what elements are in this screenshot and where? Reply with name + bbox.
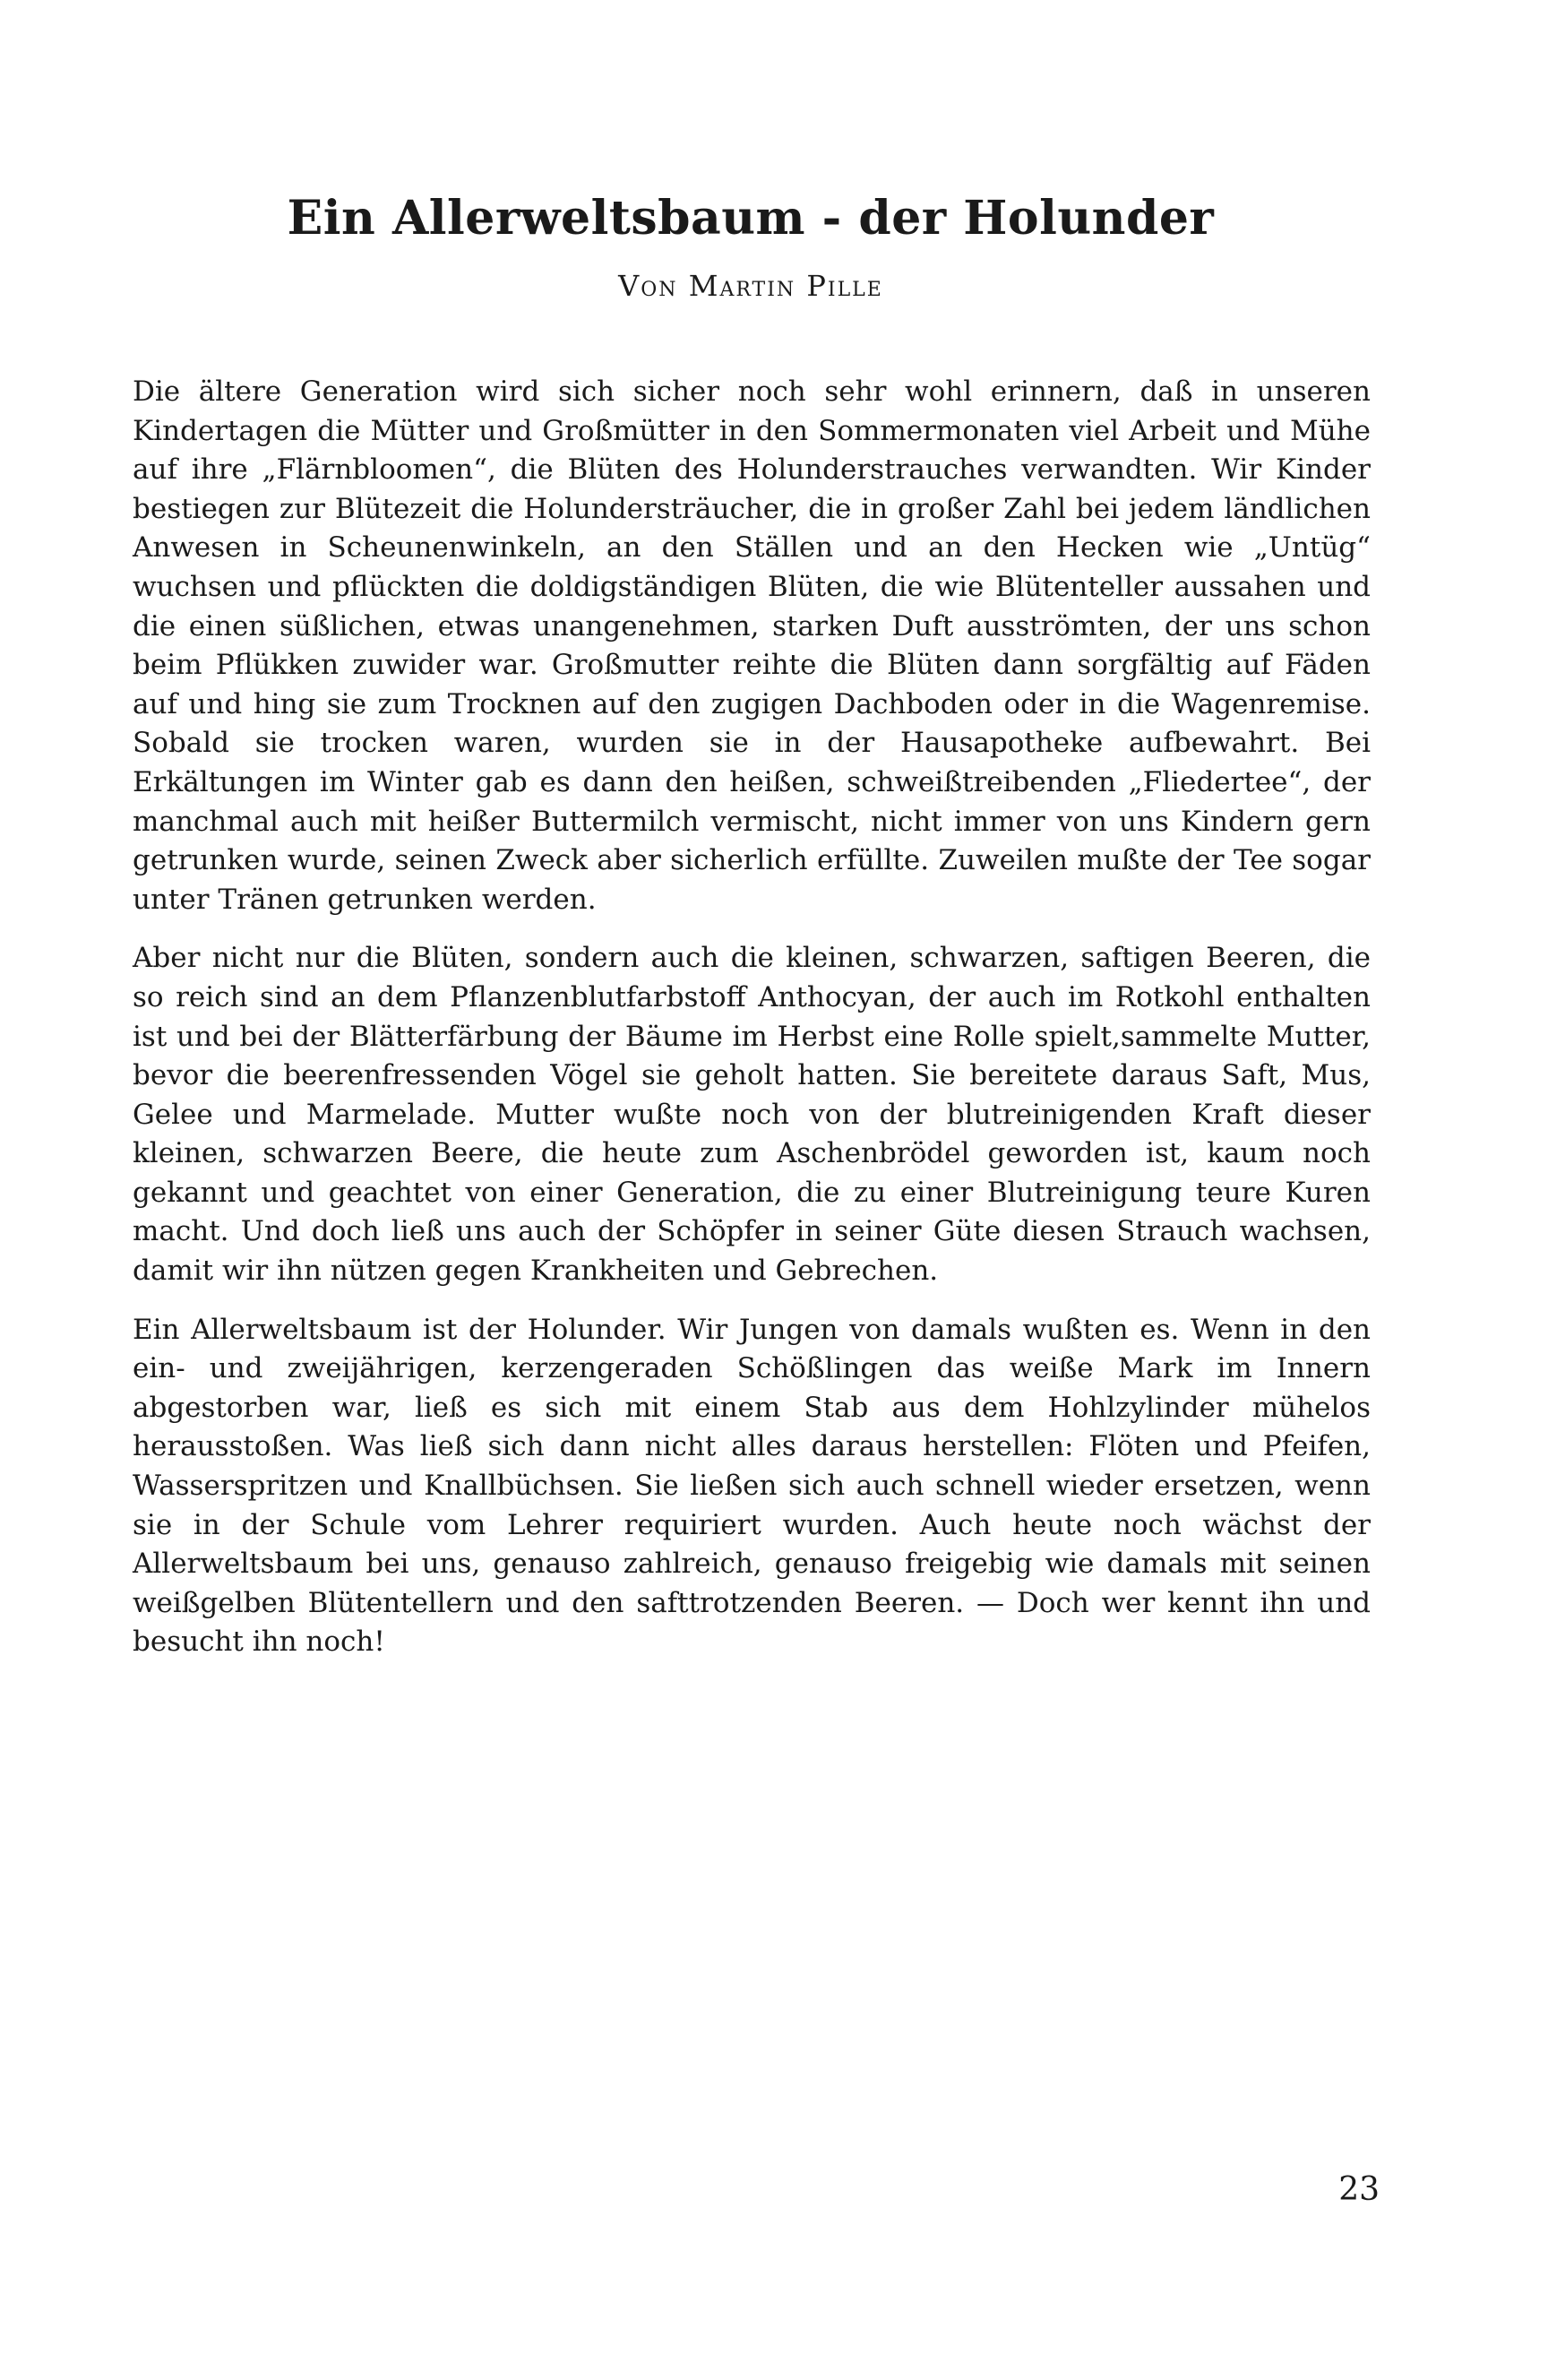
paragraph-1: Die ältere Generation wird sich sicher noch sehr wohl erinnern, daß in unseren Kindertagen die Mütter und Großmütter in den Sommermonaten viel Arbeit und Mühe auf ihre „Flärnbloomen“, die Blüten des Holunderstrauches verwandten. Wir Kinder bestiegen zur Blütezeit die Holundersträucher, die in großer Zahl bei jedem ländlichen Anwesen in Scheunenwinkeln, an den Ställen und an den Hecken wie „Untüg“ wuchsen und pflückten die doldigständigen Blüten, die wie Blütenteller aussahen und die einen süßlichen, etwas unangenehmen, starken Duft ausströmten, der uns schon beim Pflükken zuwider war. Großmutter reihte die Blüten dann sorgfältig auf Fäden auf und hing sie zum Trocknen auf den zugigen Dachboden oder in die Wagenremise. Sobald sie trocken waren, wurden sie in der Hausapotheke aufbewahrt. Bei Erkältungen im Winter gab es dann den heißen, schweißtreibenden „Fliedertee“, der manchmal auch mit heißer Buttermilch vermischt, nicht immer von uns Kindern gern getrunken wurde, seinen Zweck aber sicherlich erfüllte. Zuweilen mußte der Tee sogar unter Tränen getrunken werden. (133, 375, 1371, 916)
article-title: Ein Allerweltsbaum - der Holunder (287, 191, 1215, 246)
paragraph-2: Aber nicht nur die Blüten, sondern auch die kleinen, schwarzen, saftigen Beeren, die so reich sind an dem Pflanzenblutfarbstoff Anthocyan, der auch im Rotkohl enthalten ist und bei der Blätterfärbung der Bäume im Herbst eine Rolle spielt,sammelte Mutter, bevor die beerenfressenden Vögel sie geholt hatten. Sie bereitete daraus Saft, Mus, Gelee und Marmelade. Mutter wußte noch von der blutreinigenden Kraft dieser kleinen, schwarzen Beere, die heute zum Aschenbrödel geworden ist, kaum noch gekannt und geachtet von einer Generation, die zu einer Blutreinigung teure Kuren macht. Und doch ließ uns auch der Schöpfer in seiner Güte diesen Strauch wachsen, damit wir ihn nützen gegen Krankheiten und Gebrechen. (133, 942, 1371, 1288)
paragraph-3: Ein Allerweltsbaum ist der Holunder. Wir Jungen von damals wußten es. Wenn in den ein- und zweijährigen, kerzengeraden Schößlingen das weiße Mark im Innern abgestorben war, ließ es sich mit einem Stab aus dem Hohlzylinder mühelos herausstoßen. Was ließ sich dann nicht alles daraus herstellen: Flöten und Pfeifen, Wasserspritzen und Knallbüchsen. Sie ließen sich auch schnell wieder ersetzen, wenn sie in der Schule vom Lehrer requiriert wurden. Auch heute noch wächst der Allerweltsbaum bei uns, genauso zahlreich, genauso freigebig wie damals mit seinen weißgelben Blütentellern und den safttrotzenden Beeren. — Doch wer kennt ihn und besucht ihn noch! (133, 1313, 1371, 1659)
article-author: Von Martin Pille (618, 269, 883, 303)
article-body (133, 373, 1371, 1682)
page-number: 23 (1338, 2171, 1380, 2208)
